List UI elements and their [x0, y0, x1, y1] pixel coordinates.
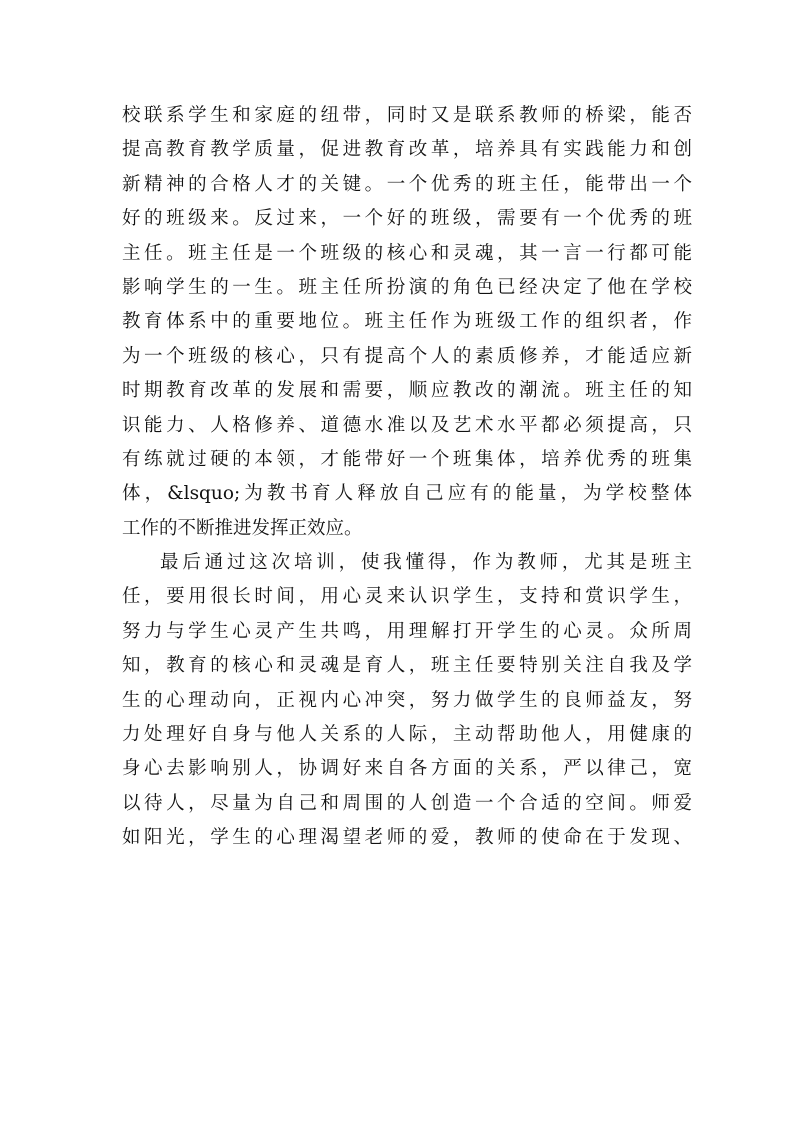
text-line: 影响学生的一生。班主任所扮演的角色已经决定了他在学校 [122, 276, 692, 298]
text-line: 以待人，尽量为自己和周围的人创造一个合适的空间。师爱 [122, 792, 692, 814]
text-line: 知，教育的核心和灵魂是育人，班主任要特别关注自我及学 [122, 655, 692, 677]
text-line: 校联系学生和家庭的纽带，同时又是联系教师的桥梁，能否 [122, 105, 692, 126]
text-line: 力处理好自身与他人关系的人际，主动帮助他人，用健康的 [122, 724, 692, 746]
text-line: 任，要用很长时间，用心灵来认识学生，支持和赏识学生， [122, 586, 692, 608]
body-text [122, 99, 692, 856]
paragraph-1 [122, 99, 692, 546]
text-line: 主任。班主任是一个班级的核心和灵魂，其一言一行都可能 [122, 242, 692, 264]
text-line: 教育体系中的重要地位。班主任作为班级工作的组织者，作 [122, 311, 692, 333]
text-line: 体，&lsquo;为教书育人释放自己应有的能量，为学校整体 [122, 483, 692, 505]
text-line: 生的心理动向，正视内心冲突，努力做学生的良师益友，努 [122, 689, 692, 711]
text-line: 身心去影响别人，协调好来自各方面的关系，严以律己，宽 [122, 758, 692, 780]
text-line: 如阳光，学生的心理渴望老师的爱，教师的使命在于发现、 [122, 827, 692, 849]
text-line: 提高教育教学质量，促进教育改革，培养具有实践能力和创 [122, 139, 692, 161]
paragraph-2 [122, 546, 692, 856]
text-line: 为一个班级的核心，只有提高个人的素质修养，才能适应新 [122, 345, 692, 367]
text-line: 最后通过这次培训，使我懂得，作为教师，尤其是班主 [160, 552, 692, 574]
text-line: 识能力、人格修养、道德水准以及艺术水平都必须提高，只 [122, 414, 692, 436]
text-line: 努力与学生心灵产生共鸣，用理解打开学生的心灵。众所周 [122, 620, 692, 642]
text-line: 工作的不断推进发挥正效应。 [122, 517, 363, 539]
text-line: 有练就过硬的本领，才能带好一个班集体，培养优秀的班集 [122, 448, 692, 470]
text-line: 时期教育改革的发展和需要，顺应教改的潮流。班主任的知 [122, 380, 692, 402]
text-line: 新精神的合格人才的关键。一个优秀的班主任，能带出一个 [122, 173, 692, 195]
text-line: 好的班级来。反过来，一个好的班级，需要有一个优秀的班 [122, 208, 692, 230]
